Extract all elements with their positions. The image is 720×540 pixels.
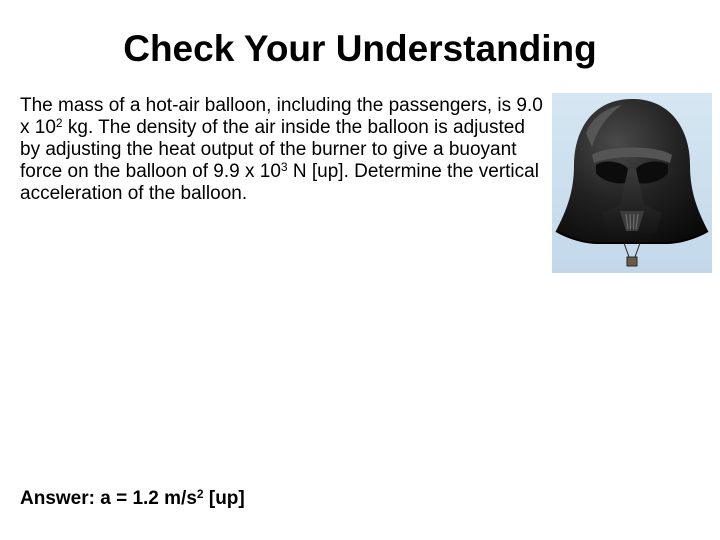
balloon-basket [627, 257, 637, 266]
answer-text-part-2: [up] [203, 488, 245, 509]
exponent-mass: 2 [55, 116, 63, 130]
answer-text-part-1: Answer: a = 1.2 m/s [20, 488, 197, 509]
question-text [20, 95, 545, 205]
exponent-units: 2 [196, 487, 204, 501]
answer-text [20, 487, 245, 511]
question-text-part-2: kg. The density of the air inside the balloon is adjusted by adjusting the heat output of the burner to give a buoyant force on the balloon of 9.9 x 10 [20, 117, 525, 182]
slide-title: Check Your Understanding [123, 28, 597, 69]
exponent-force: 3 [280, 160, 288, 174]
question-text-part-1: The mass of a hot-air balloon, including the passengers, is 9.0 x 10 [20, 95, 543, 138]
balloon-photo [552, 93, 712, 273]
darth-vader-balloon-image [552, 93, 712, 273]
question-text-part-3: N [up]. Determine the vertical acceleration of the balloon. [20, 161, 539, 204]
